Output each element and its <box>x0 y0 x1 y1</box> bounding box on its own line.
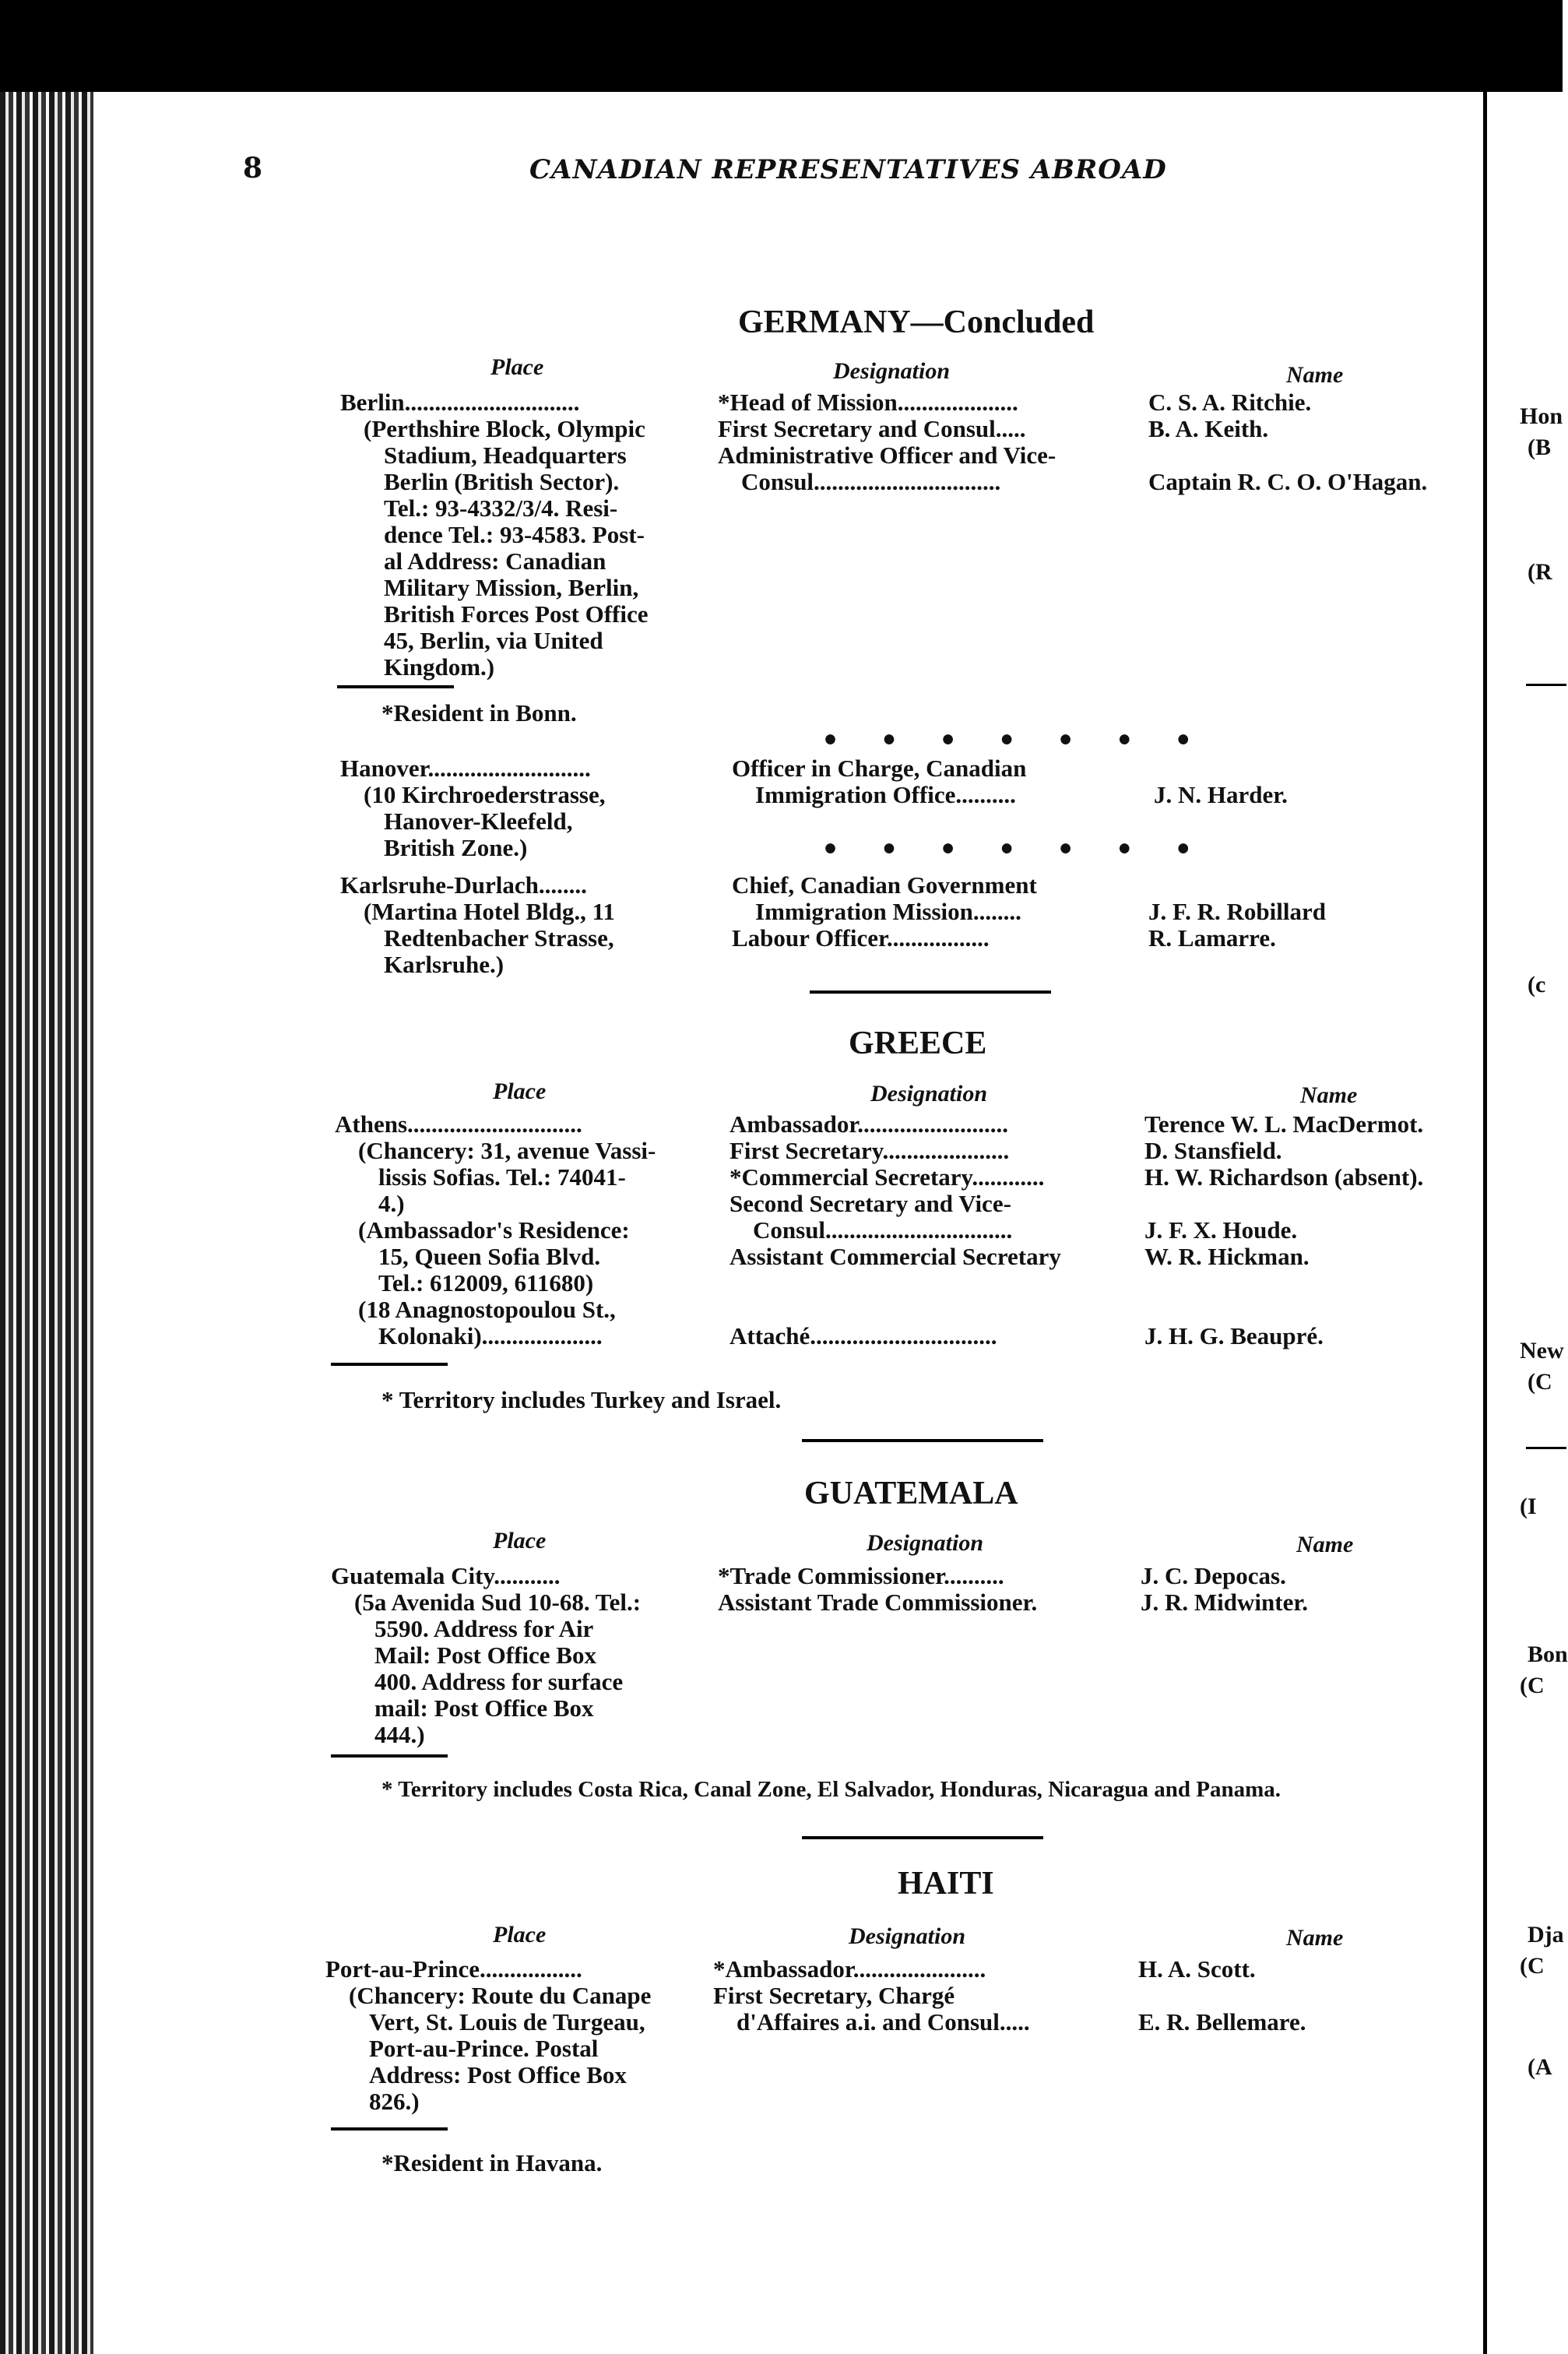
athens-place <box>335 1111 716 1349</box>
text-line: First Secretary..................... <box>730 1137 1010 1164</box>
separator-dots: • • • • • • • <box>821 833 1208 866</box>
text-line: (Perthshire Block, Olympic <box>364 415 645 442</box>
guatemala-footnote: * Territory includes Costa Rica, Canal Zone, El Salvador, Honduras, Nicaragua and Panama. <box>381 1777 1281 1802</box>
text-line: Berlin (British Sector). <box>384 468 620 495</box>
adjacent-page-fragment: (R <box>1528 559 1552 585</box>
text-line: Administrative Officer and Vice- <box>718 442 1056 469</box>
running-head: CANADIAN REPRESENTATIVES ABROAD <box>529 154 1167 185</box>
text-line: 5590. Address for Air <box>374 1615 594 1642</box>
text-line: Vert, St. Louis de Turgeau, <box>369 2008 645 2036</box>
text-line: Hanover........................... <box>340 755 591 782</box>
section-title-greece: GREECE <box>849 1026 987 1061</box>
rule <box>1526 684 1566 686</box>
adjacent-page-fragment: (C <box>1520 1673 1545 1698</box>
text-line: J. R. Midwinter. <box>1141 1589 1308 1616</box>
text-line: 15, Queen Sofia Blvd. <box>378 1243 601 1270</box>
text-line: 444.) <box>374 1721 425 1748</box>
adjacent-page-fragment: (A <box>1528 2054 1552 2080</box>
karlsruhe-name <box>1148 872 1483 952</box>
adjacent-page-fragment: Dja <box>1528 1922 1564 1948</box>
rule <box>1526 1447 1566 1449</box>
text-line: Officer in Charge, Canadian <box>732 755 1027 782</box>
text-line <box>1144 1191 1487 1217</box>
text-line: Guatemala City........... <box>331 1562 561 1589</box>
rule <box>802 1439 1043 1442</box>
text-line: Kingdom.) <box>384 653 495 681</box>
karlsruhe-place <box>340 872 714 978</box>
section-title-haiti: HAITI <box>898 1866 994 1902</box>
text-line: H. A. Scott. <box>1138 1955 1256 1983</box>
col-designation: Designation <box>867 1530 984 1556</box>
text-line: J. N. Harder. <box>1154 781 1288 808</box>
text-line: Assistant Trade Commissioner. <box>718 1589 1038 1616</box>
text-line <box>730 1270 1134 1297</box>
guatemala-name <box>1141 1563 1483 1616</box>
hanover-place <box>340 755 714 861</box>
col-place: Place <box>493 1078 547 1104</box>
col-name: Name <box>1286 1925 1344 1951</box>
text-line: Immigration Office.......... <box>755 781 1016 808</box>
text-line: Karlsruhe.) <box>384 951 505 978</box>
text-line: Terence W. L. MacDermot. <box>1144 1110 1424 1138</box>
adjacent-page-fragment: Bon <box>1528 1641 1568 1667</box>
athens-designation <box>730 1111 1134 1349</box>
adjacent-page-fragment: New <box>1520 1338 1564 1363</box>
col-place: Place <box>490 354 544 380</box>
text-line: Second Secretary and Vice- <box>730 1190 1011 1217</box>
text-line: Port-au-Prince................. <box>325 1955 582 1983</box>
text-line: Assistant Commercial Secretary <box>730 1243 1061 1270</box>
text-line: Consul............................... <box>741 468 1001 495</box>
karlsruhe-designation <box>732 872 1129 952</box>
col-designation: Designation <box>849 1923 966 1949</box>
text-line <box>1148 872 1483 899</box>
germany-footnote: *Resident in Bonn. <box>381 699 577 727</box>
haiti-name <box>1138 1956 1481 2036</box>
text-line: *Head of Mission.................... <box>718 389 1018 416</box>
text-line: Stadium, Headquarters <box>384 442 627 469</box>
greece-footnote: * Territory includes Turkey and Israel. <box>381 1386 782 1413</box>
guatemala-designation <box>718 1563 1130 1616</box>
text-line: Karlsruhe-Durlach........ <box>340 871 587 899</box>
scan-border-top <box>0 0 1563 92</box>
haiti-footnote: *Resident in Havana. <box>381 2149 603 2176</box>
text-line: J. C. Depocas. <box>1141 1562 1286 1589</box>
berlin-designation <box>718 389 1130 495</box>
text-line: J. H. G. Beaupré. <box>1144 1322 1324 1349</box>
rule <box>331 1754 448 1758</box>
text-line: 826.) <box>369 2088 420 2115</box>
text-line <box>1148 442 1483 469</box>
text-line <box>1144 1270 1487 1297</box>
separator-dots: • • • • • • • <box>821 724 1208 757</box>
rule <box>331 1363 448 1366</box>
text-line: B. A. Keith. <box>1148 415 1269 442</box>
text-line: R. Lamarre. <box>1148 924 1276 952</box>
text-line: E. R. Bellemare. <box>1138 2008 1306 2036</box>
section-title-guatemala: GUATEMALA <box>804 1476 1018 1511</box>
text-line: Address: Post Office Box <box>369 2061 627 2088</box>
text-line: Mail: Post Office Box <box>374 1641 596 1669</box>
text-line: British Forces Post Office <box>384 600 649 628</box>
text-line <box>1138 1983 1481 2009</box>
text-line: J. F. X. Houde. <box>1144 1216 1298 1244</box>
text-line: 45, Berlin, via United <box>384 627 603 654</box>
adjacent-page-edge <box>1483 92 1566 2354</box>
text-line: D. Stansfield. <box>1144 1137 1282 1164</box>
col-name: Name <box>1286 362 1344 388</box>
text-line: d'Affaires a.i. and Consul..... <box>737 2008 1030 2036</box>
text-line: Attaché............................... <box>730 1322 997 1349</box>
athens-name <box>1144 1111 1487 1349</box>
col-designation: Designation <box>870 1081 988 1107</box>
berlin-place <box>340 389 714 681</box>
text-line: Redtenbacher Strasse, <box>384 924 614 952</box>
adjacent-page-fragment: (C <box>1528 1369 1552 1395</box>
text-line: lissis Sofias. Tel.: 74041- <box>378 1163 626 1191</box>
rule <box>802 1836 1043 1839</box>
text-line: dence Tel.: 93-4583. Post- <box>384 521 645 548</box>
col-name: Name <box>1300 1082 1358 1108</box>
text-line: (18 Anagnostopoulou St., <box>358 1296 616 1323</box>
adjacent-page-fragment: (C <box>1520 1953 1545 1979</box>
text-line: First Secretary, Chargé <box>713 1982 955 2009</box>
text-line: (Martina Hotel Bldg., 11 <box>364 898 615 925</box>
text-line: First Secretary and Consul..... <box>718 415 1026 442</box>
text-line: 400. Address for surface <box>374 1668 624 1695</box>
text-line: Captain R. C. O. O'Hagan. <box>1148 468 1428 495</box>
text-line: J. F. R. Robillard <box>1148 898 1326 925</box>
text-line: H. W. Richardson (absent). <box>1144 1163 1424 1191</box>
adjacent-page-fragment: (c <box>1528 972 1546 998</box>
hanover-name <box>1154 755 1481 808</box>
text-line: mail: Post Office Box <box>374 1694 594 1722</box>
text-line: (Chancery: 31, avenue Vassi- <box>358 1137 656 1164</box>
col-designation: Designation <box>833 358 951 384</box>
text-line: C. S. A. Ritchie. <box>1148 389 1312 416</box>
text-line: *Trade Commissioner.......... <box>718 1562 1004 1589</box>
text-line <box>1144 1297 1487 1323</box>
col-place: Place <box>493 1528 547 1553</box>
section-title-germany: GERMANY—Concluded <box>738 304 1095 340</box>
text-line: Immigration Mission........ <box>755 898 1021 925</box>
text-line: Military Mission, Berlin, <box>384 574 639 601</box>
text-line: Hanover-Kleefeld, <box>384 808 573 835</box>
text-line: Tel.: 612009, 611680) <box>378 1269 594 1297</box>
text-line: British Zone.) <box>384 834 528 861</box>
col-name: Name <box>1296 1532 1354 1557</box>
text-line: Tel.: 93-4332/3/4. Resi- <box>384 494 618 522</box>
haiti-designation <box>713 1956 1130 2036</box>
text-line: *Commercial Secretary............ <box>730 1163 1045 1191</box>
col-place: Place <box>493 1922 547 1948</box>
text-line: W. R. Hickman. <box>1144 1243 1310 1270</box>
text-line: (Chancery: Route du Canape <box>349 1982 652 2009</box>
text-line: *Ambassador...................... <box>713 1955 986 1983</box>
rule <box>337 685 454 688</box>
text-line: Ambassador......................... <box>730 1110 1008 1138</box>
text-line: 4.) <box>378 1190 405 1217</box>
text-line <box>1154 755 1481 782</box>
text-line: Kolonaki).................... <box>378 1322 603 1349</box>
adjacent-page-fragment: (I <box>1520 1494 1537 1519</box>
text-line: (5a Avenida Sud 10-68. Tel.: <box>354 1589 642 1616</box>
text-line: Berlin............................. <box>340 389 580 416</box>
berlin-name <box>1148 389 1483 495</box>
text-line: Athens............................. <box>335 1110 582 1138</box>
text-line: Consul............................... <box>753 1216 1013 1244</box>
text-line: Port-au-Prince. Postal <box>369 2035 599 2062</box>
rule <box>331 2127 448 2131</box>
text-line: Chief, Canadian Government <box>732 871 1037 899</box>
haiti-place <box>325 1956 715 2115</box>
text-line: (10 Kirchroederstrasse, <box>364 781 606 808</box>
adjacent-page-fragment: (B <box>1528 435 1551 460</box>
hanover-designation <box>732 755 1129 808</box>
scan-border-left <box>0 92 93 2354</box>
guatemala-place <box>331 1563 716 1748</box>
text-line: al Address: Canadian <box>384 547 606 575</box>
text-line: Labour Officer................. <box>732 924 990 952</box>
text-line: (Ambassador's Residence: <box>358 1216 630 1244</box>
rule <box>810 991 1051 994</box>
page-number: 8 <box>243 152 263 185</box>
text-line <box>730 1297 1134 1323</box>
adjacent-page-fragment: Hon <box>1520 403 1563 429</box>
